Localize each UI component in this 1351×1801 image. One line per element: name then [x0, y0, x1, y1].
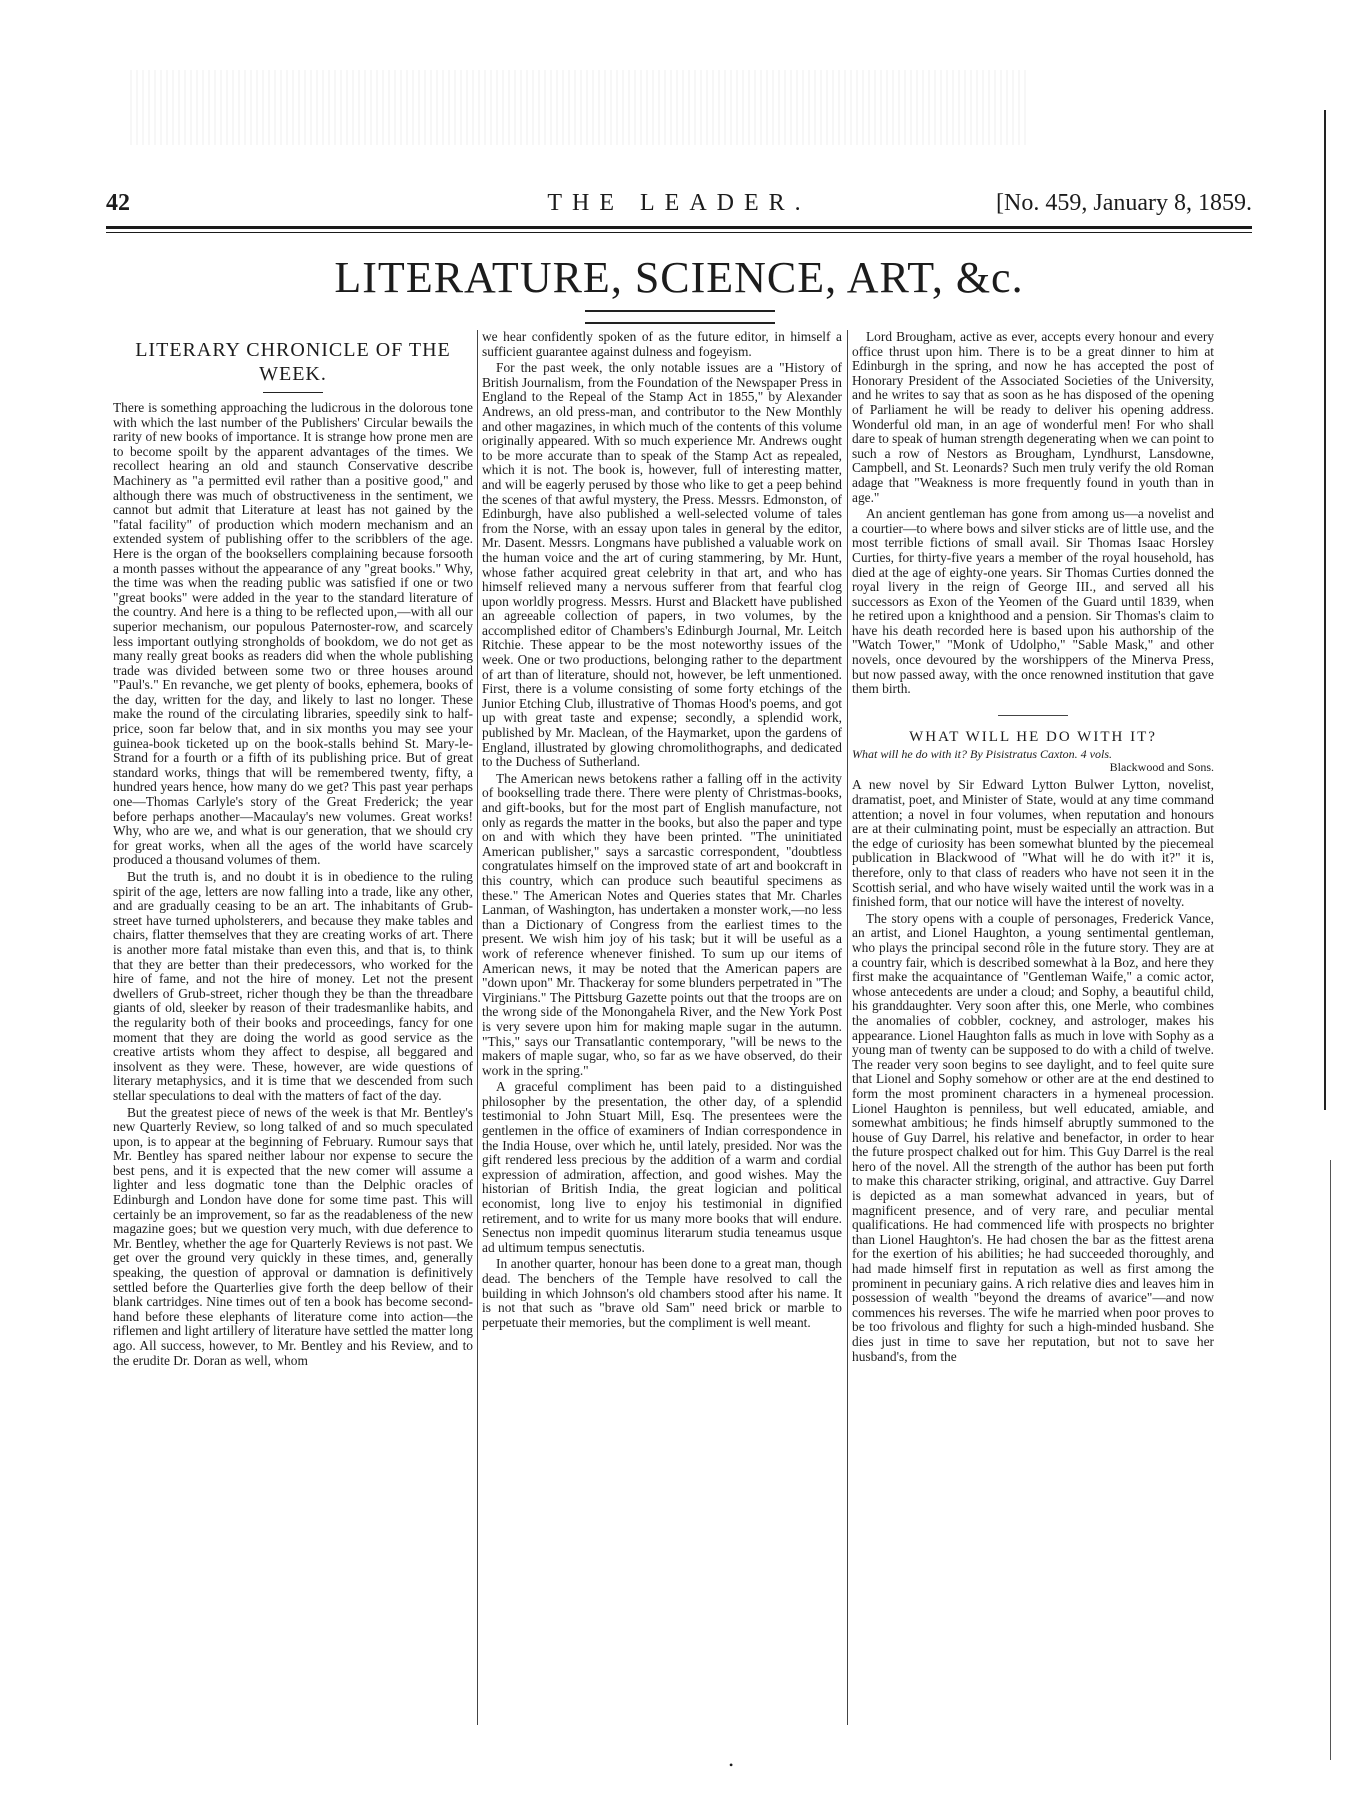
- review-heading: WHAT WILL HE DO WITH IT?: [909, 728, 1157, 745]
- review-book-title: What will he do with it? By Pisistratus Caxton. 4 vols.: [852, 747, 1112, 762]
- section-title: LITERATURE, SCIENCE, ART, &c.: [334, 253, 1024, 302]
- column-3: [852, 330, 1214, 1725]
- paragraph: There is something approaching the ludicrous in the dolorous tone with which the last number of the Publishers' Circular bewails the rarity of new books of importance. It is strange how prone men are to become spoilt by the apparent advantages of the times. We recollect hearing an old and staunch Conservative describe Machinery as "a permitted evil rather than a positive good," and although there was much of obstructiveness in the sentiment, we cannot but admit that Literature at least has not gained by the "fatal facility" of production which modern mechanism and an extended system of publishing offer to the scribblers of the age. Here is the organ of the booksellers complaining because forsooth a month passes without the appearance of any "great books." Why, the time was when the reading public was satisfied if one or two "great books" were added in the year to the standard literature of the country. And here is a thing to be reflected upon,—with all our superior mechanism, our populous Paternoster-row, and scarcely less important outlying strongholds of bookdom, we do not get as many really great books as readers did when the whole publishing trade was divided between some two or three houses around "Paul's." En revanche, we get plenty of books, ephemera, books of the day, written for the day, and likely to last no longer. These make the round of the circulating libraries, speedily sink to half-price, soon far below that, and in six months you may see your guinea-book ticketed up on the book-stalls behind St. Mary-le-Strand for a fourth or a fifth of its publishing price. But of great standard works, things that will be remembered twenty, fifty, a hundred years hence, how many do we get? This past year perhaps one—Thomas Carlyle's story of the Great Frederick; the year before perhaps another—Macaulay's new volumes. Great works! Why, who are we, and what is our generation, that we should cry for great works, when all the ages of the world have scarcely produced a thousand volumes of them.: [113, 400, 473, 868]
- review-byline: [852, 748, 1214, 774]
- paragraph: But the greatest piece of news of the week is that Mr. Bentley's new Quarterly Review, so long talked of and so much speculated upon, is to appear at the beginning of February. Rumour says that Mr. Bentley has spared neither labour nor expense to secure the best pens, and it is expected that the new comer will assume a lighter and less dogmatic tone than the Delphic oracles of Edinburgh and London have done for some time past. This will certainly be an improvement, so far as the readableness of the new magazine goes; but we question very much, with due deference to Mr. Bentley, whether the age for Quarterly Reviews is not past. We get over the ground very quickly in these times, and, generally speaking, the question of approval or damnation is definitively settled before the Quarterlies give forth the deep bellow of their blank cartridges. Nine times out of ten a book has become second-hand before these elephants of literature come into action—the riflemen and light artillery of literature have settled the matter long ago. All success, however, to Mr. Bentley and his Review, and to the erudite Dr. Doran as well, whom: [113, 1104, 473, 1368]
- paper-title: THE LEADER.: [547, 190, 811, 216]
- page-header: [106, 186, 1252, 222]
- page-number: 42: [106, 190, 130, 216]
- page-edge-line-lower: [1330, 1160, 1331, 1760]
- scan-noise: [130, 70, 1030, 145]
- column-1: [113, 330, 473, 1725]
- paragraph: But the truth is, and no doubt it is in obedience to the ruling spirit of the age, letters are now falling into a trade, like any other, and are gradually ceasing to be an art. The inhabitants of Grub-street have turned upholsterers, and because they make tables and chairs, flatter themselves that they are creating works of art. There is another more fatal mistake than even this, and that is, to think that they are better than their predecessors, who worked for the hire of fame, and not the hire of money. Let not the present dwellers of Grub-street, richer though they be than the threadbare giants of old, sleeker by reason of their tradesmanlike habits, and the regularity both of their books and proceedings, fancy for one moment that they are doing the world as good service as the creative artists whom they affect to despise, all beggared and insolvent as they were. These, however, are wide questions of literary metaphysics, and it is time that we descended from such stellar speculations to deal with the matters of fact of the day.: [113, 869, 473, 1103]
- paragraph: The story opens with a couple of personages, Frederick Vance, an artist, and Lionel Haughton, a young sentimental gentleman, who plays the principal second rôle in the future story. They are at a country fair, which is described somewhat à la Boz, and here they first make the acquaintance of "Gentleman Waife," a comic actor, whose antecedents are under a cloud; and Sophy, a beautiful child, his granddaughter. Very soon after this, one Merle, who combines the anomalies of cobbler, cockney, and astrologer, makes his appearance. Lionel Haughton falls as much in love with Sophy as a young man of twenty can be supposed to do with a child of twelve. The reader very soon begins to see daylight, and to feel quite sure that Lionel and Sophy somehow or other are at the end destined to form the most prominent characters in a hymeneal procession. Lionel Haughton is penniless, but well educated, amiable, and somewhat ambitious; he finds himself abruptly summoned to the house of Guy Darrel, his relative and benefactor, in order to hear the future prospect chalked out for him. This Guy Darrel is the real hero of the novel. All the strength of the author has been put forth to make this character striking, original, and attractive. Guy Darrel is depicted as a man somewhat advanced in years, but of magnificent presence, and of very rare, and peculiar mental qualifications. He had commenced life with prospects no brighter than Lionel Haughton's. He had chosen the bar as the fittest arena for the exertion of his abilities; he had succeeded thoroughly, and had made himself first in reputation as well as first among the prominent in pecuniary gains. A rich relative dies and leaves him in possession of wealth "beyond the dreams of avarice"—and now commences his reverses. The wife he married when poor proves to be too frivolous and flighty for such a high-minded husband. She dies just in time to save her reputation, but not to save her husband's, from the: [852, 910, 1214, 1364]
- paragraph: A new novel by Sir Edward Lytton Bulwer Lytton, novelist, dramatist, poet, and Minister of State, would at any time command attention; a novel in four volumes, when reputation and honours are at their culminating point, must be especially an attraction. But the edge of curiosity has been somewhat blunted by the piecemeal publication in Blackwood of "What will he do with it?" it is, therefore, only to that class of readers who have not seen it in the Scottish serial, and who have wisely waited until the work was in a finished form, that our notice will have the interest of novelty.: [852, 777, 1214, 910]
- page-edge-line: [1324, 110, 1326, 1110]
- header-rule-thin: [106, 232, 1252, 233]
- column-divider: [847, 330, 848, 1725]
- column-2: [482, 330, 842, 1725]
- article-heading: LITERARY CHRONICLE OF THE WEEK.: [135, 339, 451, 385]
- paragraph: Lord Brougham, active as ever, accepts every honour and every office thrust upon him. There is to be a great dinner to him at Edinburgh in the spring, and now he has accepted the post of Honorary President of the Associated Societies of the University, and he writes to say that as soon as he has disposed of the opening of Parliament he will be ready to deliver his opening address. Wonderful old man, in an age of wonderful men! For who shall dare to speak of human strength degenerating when we can point to such a row of Nestors as Brougham, Lyndhurst, Lansdowne, Campbell, and St. Leonards? Such men truly verify the old Roman adage that "Weakness is more frequently found in youth than in age.": [852, 330, 1214, 505]
- paragraph: For the past week, the only notable issues are a "History of British Journalism, from the Foundation of the Newspaper Press in England to the Repeal of the Stamp Act in 1855," by Alexander Andrews, an old press-man, and contributor to the New Monthly and other magazines, in which much of the contents of this volume originally appeared. With so much experience Mr. Andrews ought to be more accurate than to speak of the Stamp Act as repealed, which it is not. The book is, however, full of interesting matter, and will be eagerly perused by those who like to get a peep behind the scenes of that awful mystery, the Press. Messrs. Edmonston, of Edinburgh, have also published a well-selected volume of tales from the Norse, with an essay upon tales in general by the editor, Mr. Dasent. Messrs. Longmans have published a valuable work on the human voice and the art of curing stammering, by Mr. Hunt, whose father acquired great celebrity in that art, and who has himself relieved many a nervous sufferer from that fearful clog upon worldly progress. Messrs. Hurst and Blackett have published an agreeable collection of papers, in two volumes, by the accomplished editor of Chambers's Edinburgh Journal, Mr. Leitch Ritchie. These appear to be the most noteworthy issues of the week. One or two productions, belonging rather to the department of art than of literature, should not, however, be left unmentioned. First, there is a volume consisting of some forty etchings of the Junior Etching Club, illustrative of Thomas Hood's poems, and got up with great taste and expense; secondly, a splendid work, published by Mr. Maclean, of the Haymarket, upon the gardens of England, illustrated by glowing chromolithographs, and dedicated to the Duchess of Sutherland.: [482, 360, 842, 770]
- paragraph: An ancient gentleman has gone from among us—a novelist and a courtier—to where bows and silver sticks are of little use, and the most terrible fictions of small avail. Sir Thomas Isaac Horsley Curties, for thirty-five years a member of the royal household, has died at the age of eighty-one years. Sir Thomas Curties donned the royal livery in the reign of George III., and served all his successors as Exon of the Yeomen of the Guard until 1839, when he retired upon a knighthood and a pension. Sir Thomas's claim to have his death recorded here is based upon his authorship of the "Watch Tower," "Monk of Udolpho," "Sable Mask," and other novels, once devoured by the worshippers of the Minerva Press, but now passed away, with the once renowned institution that gave them birth.: [852, 506, 1214, 697]
- review-publisher: Blackwood and Sons.: [1109, 760, 1214, 775]
- section-rule: [998, 715, 1068, 716]
- paragraph: In another quarter, honour has been done to a great man, though dead. The benchers of the Temple have resolved to call the building in which Johnson's old chambers stood after his name. It is not that such as "brave old Sam" need brick or marble to perpetuate their memories, but the compliment is well meant.: [482, 1256, 842, 1330]
- section-ornament: [585, 310, 775, 324]
- printer-mark: •: [729, 1758, 734, 1772]
- heading-dash: [263, 392, 323, 393]
- paragraph: The American news betokens rather a falling off in the activity of bookselling trade there. There were plenty of Christmas-books, and gift-books, but for the most part of English manufacture, not only as regards the matter in the books, but also the paper and type on and with which they have been printed. "The uninitiated American publisher," says a sarcastic correspondent, "doubtless congratulates himself on the improved state of art and bookcraft in this country, which can produce such beautiful specimens as these." The American Notes and Queries states that Mr. Charles Lanman, of Washington, has undertaken a monster work,—no less than a Dictionary of Congress from the earliest times to the present. We wish him joy of his task; but it will be useful as a work of reference whenever finished. To sum up our items of American news, it may be noted that the American papers are "down upon" Mr. Thackeray for some blunders perpetrated in "The Virginians." The Pittsburg Gazette points out that the troops are on the wrong side of the Monongahela River, and the New York Post is very severe upon him for making maple sugar in the autumn. "This," says our Transatlantic contemporary, "will be news to the makers of maple sugar, who, so far as we have observed, do their work in the spring.": [482, 770, 842, 1078]
- issue-info: [No. 459, January 8, 1859.: [996, 190, 1252, 216]
- column-divider: [477, 330, 478, 1725]
- header-rule-thick: [106, 226, 1252, 229]
- paragraph: we hear confidently spoken of as the future editor, in himself a sufficient guarantee against dulness and fogeyism.: [482, 330, 842, 359]
- paragraph: A graceful compliment has been paid to a distinguished philosopher by the presentation, the other day, of a splendid testimonial to John Stuart Mill, Esq. The presentees were the gentlemen in the office of examiners of Indian correspondence in the India House, over which he, until lately, presided. Nor was the gift rendered less precious by the addition of a warm and cordial expression of admiration, affection, and good wishes. May the historian of British India, the great logician and political economist, long live to enjoy his testimonial in dignified retirement, and to write for us many more books that will endure. Senectus non impedit quominus literarum studia teneamus usque ad ultimum tempus senectutis.: [482, 1079, 842, 1255]
